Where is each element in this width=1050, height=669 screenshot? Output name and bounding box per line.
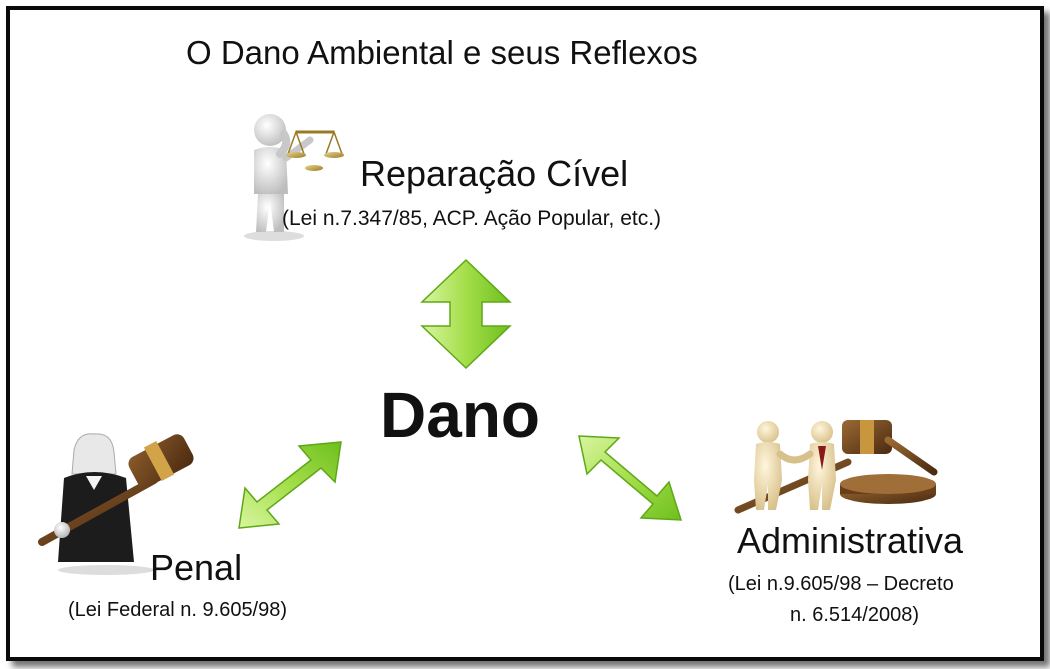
dano-center-label: Dano bbox=[380, 379, 540, 451]
administrativa-heading: Administrativa bbox=[737, 520, 964, 561]
administrativa-subtitle-line2: n. 6.514/2008) bbox=[790, 604, 919, 626]
administrativa-subtitle-line1: (Lei n.9.605/98 – Decreto bbox=[728, 573, 954, 595]
penal-heading: Penal bbox=[150, 547, 243, 588]
handshake-figures-with-gavel-icon bbox=[738, 410, 938, 515]
reparacao-civel-heading: Reparação Cível bbox=[360, 153, 629, 194]
double-arrow-icon bbox=[575, 432, 685, 524]
reparacao-civel-subtitle: (Lei n.7.347/85, ACP. Ação Popular, etc.) bbox=[282, 207, 662, 230]
diagram-title: O Dano Ambiental e seus Reflexos bbox=[186, 34, 698, 71]
double-arrow-icon bbox=[235, 440, 345, 530]
penal-subtitle: (Lei Federal n. 9.605/98) bbox=[68, 599, 288, 621]
double-arrow-icon bbox=[420, 258, 512, 370]
